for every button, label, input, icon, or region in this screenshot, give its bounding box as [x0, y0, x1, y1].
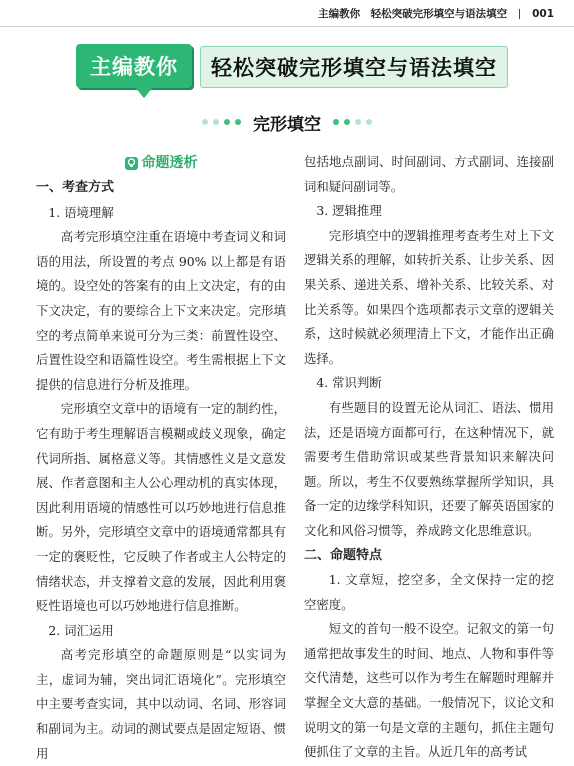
subheading-vocabulary: 2. 词汇运用 [48, 622, 114, 638]
banner-speech-tail [134, 86, 154, 98]
banner-left-label: 主编教你 [76, 44, 192, 88]
subheading-common-sense: 4. 常识判断 [316, 375, 382, 391]
paragraph: 有些题目的设置无论从词汇、语法、惯用法，还是语境方面都可行，在这种情况下，就需要考生借助常识或某些背景知识来解决问题。所以，考生不仅要熟练掌握所学知识，具备一定的边缘学科知识，还要了解英语国家的文化和风俗习惯等，养成跨文化思维意识。 [304, 399, 554, 538]
decorative-dots-right [333, 119, 372, 125]
page-number: 001 [532, 7, 554, 20]
paragraph: 短文的首句一般不设空。记叙文的第一句通常把故事发生的时间、地点、人物和事件等交代清楚，这些可以作为考生在解题时理解并掌握全文大意的基础。一般情况下，议论文和说明文的第一句是文章的主题句，抓住主题句便抓住了文章的主旨。从近几年的高考试 [304, 621, 554, 760]
left-column [36, 150, 286, 766]
analysis-label-text: 命题透析 [141, 154, 198, 171]
paragraph: 完形填空文章中的语境有一定的制约性，它有助于考生理解语言模糊或歧义现象，确定代词所指、属格意义等。其情感性义是文意发展、作者意图和主人公心理动机的真实体现，因此利用语境的情感性可以巧妙地进行信息推断。另外，完形填空文章中的语境通常都具有一定的褒贬性，它反映了作者或主人公特定的情绪状态，并支撑着文意的发展，因此利用褒贬性语境也可以巧妙地进行信息推断。 [36, 401, 286, 614]
paragraph-continued: 包括地点副词、时间副词、方式副词、连接副词和疑问副词等。 [304, 154, 554, 194]
header-separator [519, 9, 520, 19]
paragraph: 高考完形填空的命题原则是“以实词为主，虚词为辅，突出词汇语境化”。完形填空中主要考查实词，其中以动词、名词、形容词和副词为主。动词的测试要点是固定短语、惯用 [36, 647, 286, 761]
running-header-title: 主编教你 轻松突破完形填空与语法填空 [318, 8, 508, 20]
subheading-context: 1. 语境理解 [48, 204, 114, 220]
header-rule [0, 26, 574, 27]
section-title [0, 108, 574, 136]
paragraph: 高考完形填空注重在语境中考查词义和词语的用法，所设置的考点 90% 以上都是有语境的。设空处的答案有的由上文决定，有的由下文决定，有的要综合上下文来决定。完形填空的考点简单来说可分为三类：前置性设空、后置性设空和语篇性设空。考生需根据上下文提供的信息进行分析及推理。 [36, 229, 286, 392]
decorative-dots-left [202, 119, 241, 125]
heading-exam-method: 一、考查方式 [36, 180, 115, 195]
heading-features: 二、命题特点 [304, 547, 383, 563]
paragraph-feature-1: 1. 文章短，挖空多，全文保持一定的挖空密度。 [304, 572, 554, 612]
running-header [318, 6, 554, 21]
section-title-text: 完形填空 [253, 114, 321, 135]
right-column [304, 150, 554, 765]
analysis-label [36, 150, 286, 176]
bulb-icon [125, 157, 138, 170]
subheading-logic: 3. 逻辑推理 [316, 203, 382, 219]
paragraph: 完形填空中的逻辑推理考查考生对上下文逻辑关系的理解，如转折关系、让步关系、因果关系、递进关系、增补关系、比较关系、对比关系等。如果四个选项都表示文章的逻辑关系，这时候就必须理清上下文，才能作出正确选择。 [304, 227, 554, 366]
banner-title: 轻松突破完形填空与语法填空 [200, 46, 508, 88]
chapter-banner [76, 44, 508, 92]
